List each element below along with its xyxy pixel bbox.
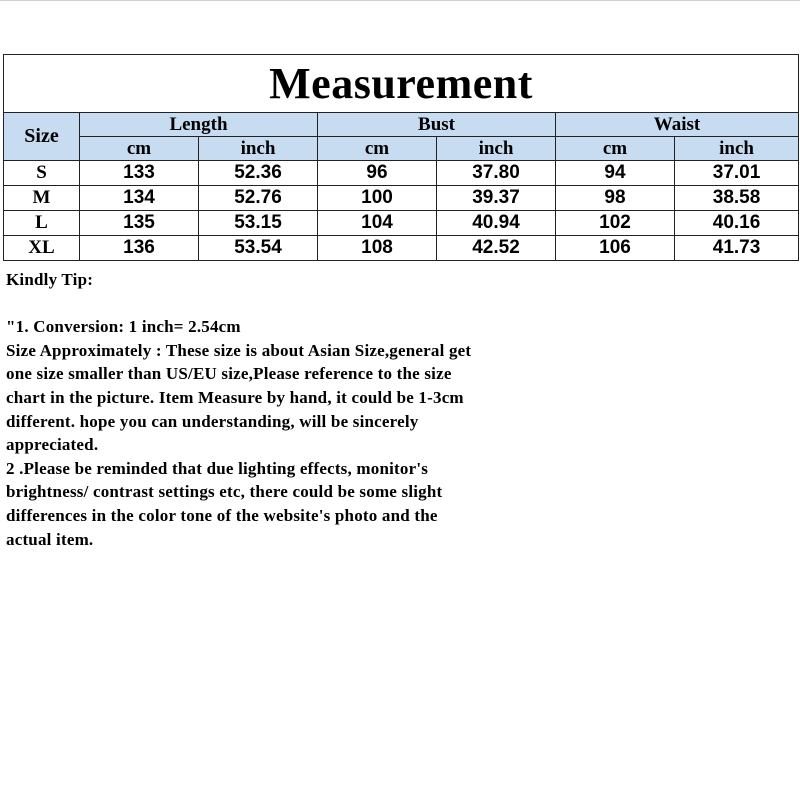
length-inch-cell: 53.54 [199, 236, 318, 261]
bust-cm-cell: 100 [318, 186, 437, 211]
unit-header-waist-inch: inch [675, 137, 799, 161]
length-cm-cell: 134 [80, 186, 199, 211]
length-inch-cell: 53.15 [199, 211, 318, 236]
tip-line: differences in the color tone of the website's photo and the [6, 505, 438, 525]
bust-inch-cell: 37.80 [437, 161, 556, 186]
length-inch-cell: 52.76 [199, 186, 318, 211]
unit-header-bust-cm: cm [318, 137, 437, 161]
length-cm-cell: 133 [80, 161, 199, 186]
tip-line: Size Approximately : These size is about Asian Size,general get [6, 340, 472, 360]
table-row [4, 236, 799, 261]
bust-inch-cell: 42.52 [437, 236, 556, 261]
table-row [4, 161, 799, 186]
size-cell: S [4, 161, 80, 186]
kindly-tip-section [6, 268, 606, 551]
length-inch-cell: 52.36 [199, 161, 318, 186]
table-row [4, 186, 799, 211]
tip-spacer [6, 292, 606, 316]
tip-heading: Kindly Tip: [6, 270, 94, 289]
bust-cm-cell: 108 [318, 236, 437, 261]
waist-inch-cell: 38.58 [675, 186, 799, 211]
waist-cm-cell: 98 [556, 186, 675, 211]
unit-header-length-cm: cm [80, 137, 199, 161]
unit-header-length-inch: inch [199, 137, 318, 161]
length-cm-cell: 136 [80, 236, 199, 261]
waist-inch-cell: 40.16 [675, 211, 799, 236]
size-cell: XL [4, 236, 80, 261]
tip-line: 2 .Please be reminded that due lighting effects, monitor's [6, 458, 429, 478]
waist-cm-cell: 106 [556, 236, 675, 261]
bust-cm-cell: 104 [318, 211, 437, 236]
waist-header: Waist [556, 113, 799, 137]
bust-header: Bust [318, 113, 556, 137]
bust-inch-cell: 39.37 [437, 186, 556, 211]
waist-inch-cell: 41.73 [675, 236, 799, 261]
unit-header-bust-inch: inch [437, 137, 556, 161]
tip-line: "1. Conversion: 1 inch= 2.54cm [6, 317, 241, 337]
size-header: Size [4, 113, 80, 161]
length-cm-cell: 135 [80, 211, 199, 236]
size-chart-table [3, 54, 799, 261]
tip-line: actual item. [6, 529, 94, 549]
tip-line: brightness/ contrast settings etc, there could be some slight [6, 482, 443, 502]
table-row [4, 211, 799, 236]
bust-inch-cell: 40.94 [437, 211, 556, 236]
tip-line: one size smaller than US/EU size,Please reference to the size [6, 364, 452, 384]
waist-cm-cell: 94 [556, 161, 675, 186]
unit-header-waist-cm: cm [556, 137, 675, 161]
length-header: Length [80, 113, 318, 137]
waist-cm-cell: 102 [556, 211, 675, 236]
tip-line: different. hope you can understanding, will be sincerely [6, 411, 419, 431]
top-border-line [0, 0, 800, 1]
table-title: Measurement [4, 55, 799, 113]
bust-cm-cell: 96 [318, 161, 437, 186]
waist-inch-cell: 37.01 [675, 161, 799, 186]
size-cell: L [4, 211, 80, 236]
tip-line: chart in the picture. Item Measure by hand, it could be 1-3cm [6, 387, 464, 407]
tip-line: appreciated. [6, 435, 99, 455]
size-cell: M [4, 186, 80, 211]
